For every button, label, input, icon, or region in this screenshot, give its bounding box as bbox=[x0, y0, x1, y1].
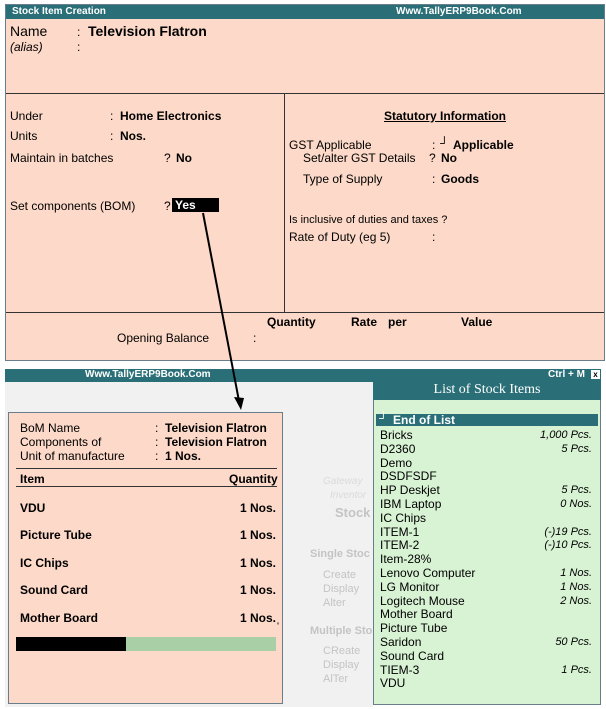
list-item-qty: 50 Pcs. bbox=[555, 636, 592, 648]
unit-label: Unit of manufacture bbox=[20, 449, 125, 463]
under-sep: : bbox=[110, 109, 114, 123]
bom-row-qty: 1 Nos. bbox=[240, 583, 277, 597]
name-field[interactable]: Television Flatron bbox=[88, 23, 207, 39]
col-item: Item bbox=[20, 472, 45, 486]
list-item-name: Sound Card bbox=[380, 648, 445, 663]
opening-label: Opening Balance bbox=[117, 331, 210, 345]
bom-row-item: VDU bbox=[20, 501, 46, 515]
bom-row-qty: 1 Nos. bbox=[240, 501, 277, 515]
menu-stock: Stock bbox=[335, 505, 371, 520]
menu-display[interactable]: Display bbox=[323, 583, 360, 595]
window-title: Stock Item Creation bbox=[12, 6, 106, 17]
list-item-name: VDU bbox=[380, 676, 406, 691]
menu-create[interactable]: Create bbox=[323, 569, 357, 581]
components-field: Television Flatron bbox=[165, 435, 267, 449]
menu-single: Single Stoc bbox=[310, 548, 370, 560]
list-item-qty: (-)10 Pcs. bbox=[544, 539, 592, 552]
unit-field[interactable]: 1 Nos. bbox=[165, 449, 202, 463]
under-label: Under bbox=[10, 109, 43, 123]
site-label: Www.TallyERP9Book.Com bbox=[85, 369, 211, 380]
shortcut-label: Ctrl + M bbox=[548, 369, 585, 380]
gst-details-field[interactable]: No bbox=[441, 151, 457, 165]
list-item-name: Saridon bbox=[380, 635, 422, 649]
gst-sep: : bbox=[432, 138, 436, 152]
list-item-name: IBM Laptop bbox=[380, 497, 442, 511]
list-item-name: Bricks bbox=[380, 428, 413, 442]
return-icon: ┘ bbox=[440, 136, 449, 150]
menu-m-alter[interactable]: AlTer bbox=[323, 673, 349, 685]
bom-row-item: Sound Card bbox=[20, 583, 88, 597]
menu-m-display[interactable]: Display bbox=[323, 659, 360, 671]
units-label: Units bbox=[10, 129, 38, 143]
list-item-name: IC Chips bbox=[380, 510, 427, 525]
batches-field[interactable]: No bbox=[176, 151, 192, 165]
list-item-qty: 1 Nos. bbox=[560, 580, 592, 593]
bom-name-sep: : bbox=[155, 421, 159, 435]
bom-field[interactable]: Yes bbox=[172, 198, 219, 212]
list-item-name: Mother Board bbox=[380, 607, 453, 622]
close-icon[interactable]: x bbox=[591, 370, 600, 379]
units-sep: : bbox=[110, 129, 114, 143]
list-item-name: ITEM-2 bbox=[380, 538, 420, 553]
menu-inventory: Inventor bbox=[330, 490, 367, 501]
col-quantity: Quantity bbox=[229, 472, 278, 486]
gst-details-label: Set/alter GST Details bbox=[303, 151, 416, 165]
list-item-qty: 1 Nos. bbox=[560, 567, 592, 579]
bom-label: Set components (BOM) bbox=[10, 199, 136, 213]
bom-sep: ? bbox=[164, 199, 171, 213]
name-sep: : bbox=[77, 25, 81, 39]
list-item-name: Lenovo Computer bbox=[380, 566, 476, 580]
rate-label: Rate of Duty (eg 5) bbox=[289, 230, 391, 244]
rate-sep: : bbox=[432, 230, 436, 244]
menu-multiple: Multiple Sto bbox=[310, 625, 373, 637]
list-item-qty: 2 Nos. bbox=[560, 594, 592, 607]
supply-field[interactable]: Goods bbox=[441, 172, 479, 186]
bom-row-qty: 1 Nos.ˌ bbox=[240, 611, 281, 625]
col-per: per bbox=[388, 315, 407, 329]
gst-label: GST Applicable bbox=[289, 138, 372, 152]
list-item-qty: 1 Pcs. bbox=[561, 663, 592, 676]
col-value: Value bbox=[461, 315, 493, 329]
name-label: Name bbox=[10, 23, 48, 39]
list-item-qty: (-)19 Pcs. bbox=[544, 525, 592, 538]
bom-row-qty: 1 Nos. bbox=[240, 556, 277, 570]
list-item-name: HP Deskjet bbox=[380, 483, 440, 498]
batches-sep: ? bbox=[164, 151, 171, 165]
alias-label: (alias) bbox=[10, 40, 43, 54]
col-rate: Rate bbox=[351, 315, 378, 329]
components-sep: : bbox=[155, 435, 159, 449]
menu-m-create[interactable]: CReate bbox=[323, 645, 361, 657]
bom-row-item: Picture Tube bbox=[20, 528, 92, 542]
units-field[interactable]: Nos. bbox=[120, 129, 147, 143]
bom-row-item: Mother Board bbox=[20, 611, 98, 625]
list-item-qty: 5 Pcs. bbox=[561, 484, 592, 497]
menu-gateway: Gateway bbox=[323, 476, 363, 487]
list-item-name: LG Monitor bbox=[380, 579, 440, 594]
list-item-qty: 0 Nos. bbox=[560, 498, 592, 510]
list-item-name: TIEM-3 bbox=[380, 662, 420, 677]
site-label: Www.TallyERP9Book.Com bbox=[396, 6, 522, 17]
menu-alter[interactable]: Alter bbox=[323, 597, 346, 609]
return-icon: ┘ bbox=[379, 411, 388, 425]
under-field[interactable]: Home Electronics bbox=[120, 109, 222, 123]
list-item-name: DSDFSDF bbox=[380, 469, 437, 484]
list-item-qty: 5 Pcs. bbox=[561, 442, 592, 455]
opening-sep: : bbox=[253, 331, 257, 345]
batches-label: Maintain in batches bbox=[10, 151, 114, 165]
gst-details-sep: ? bbox=[429, 151, 436, 165]
alias-sep: : bbox=[77, 40, 81, 54]
list-item-name: Demo bbox=[380, 455, 413, 470]
bom-row-qty: 1 Nos. bbox=[240, 528, 277, 542]
unit-sep: : bbox=[155, 449, 159, 463]
bom-name-label: BoM Name bbox=[20, 421, 81, 435]
supply-sep: : bbox=[432, 172, 436, 186]
col-quantity: Quantity bbox=[267, 315, 316, 329]
list-item-name: Picture Tube bbox=[380, 621, 448, 636]
list-item-name: Logitech Mouse bbox=[380, 593, 465, 608]
list-item-qty: 1,000 Pcs. bbox=[540, 429, 592, 441]
list-item-name: Item-28% bbox=[380, 552, 432, 567]
list-item-label: End of List bbox=[393, 413, 455, 427]
supply-label: Type of Supply bbox=[303, 172, 383, 186]
inclusive-label: Is inclusive of duties and taxes ? bbox=[289, 214, 448, 226]
statutory-heading: Statutory Information bbox=[384, 109, 506, 123]
list-item-name: ITEM-1 bbox=[380, 524, 420, 539]
bom-row-item: IC Chips bbox=[20, 556, 69, 570]
components-label: Components of bbox=[20, 435, 102, 449]
list-item-name: D2360 bbox=[380, 441, 416, 456]
list-item-end-of-list[interactable] bbox=[376, 411, 598, 427]
stock-list-title: List of Stock Items bbox=[373, 381, 601, 400]
bom-name-field[interactable]: Television Flatron bbox=[165, 421, 267, 435]
gst-field[interactable]: Applicable bbox=[453, 138, 514, 152]
